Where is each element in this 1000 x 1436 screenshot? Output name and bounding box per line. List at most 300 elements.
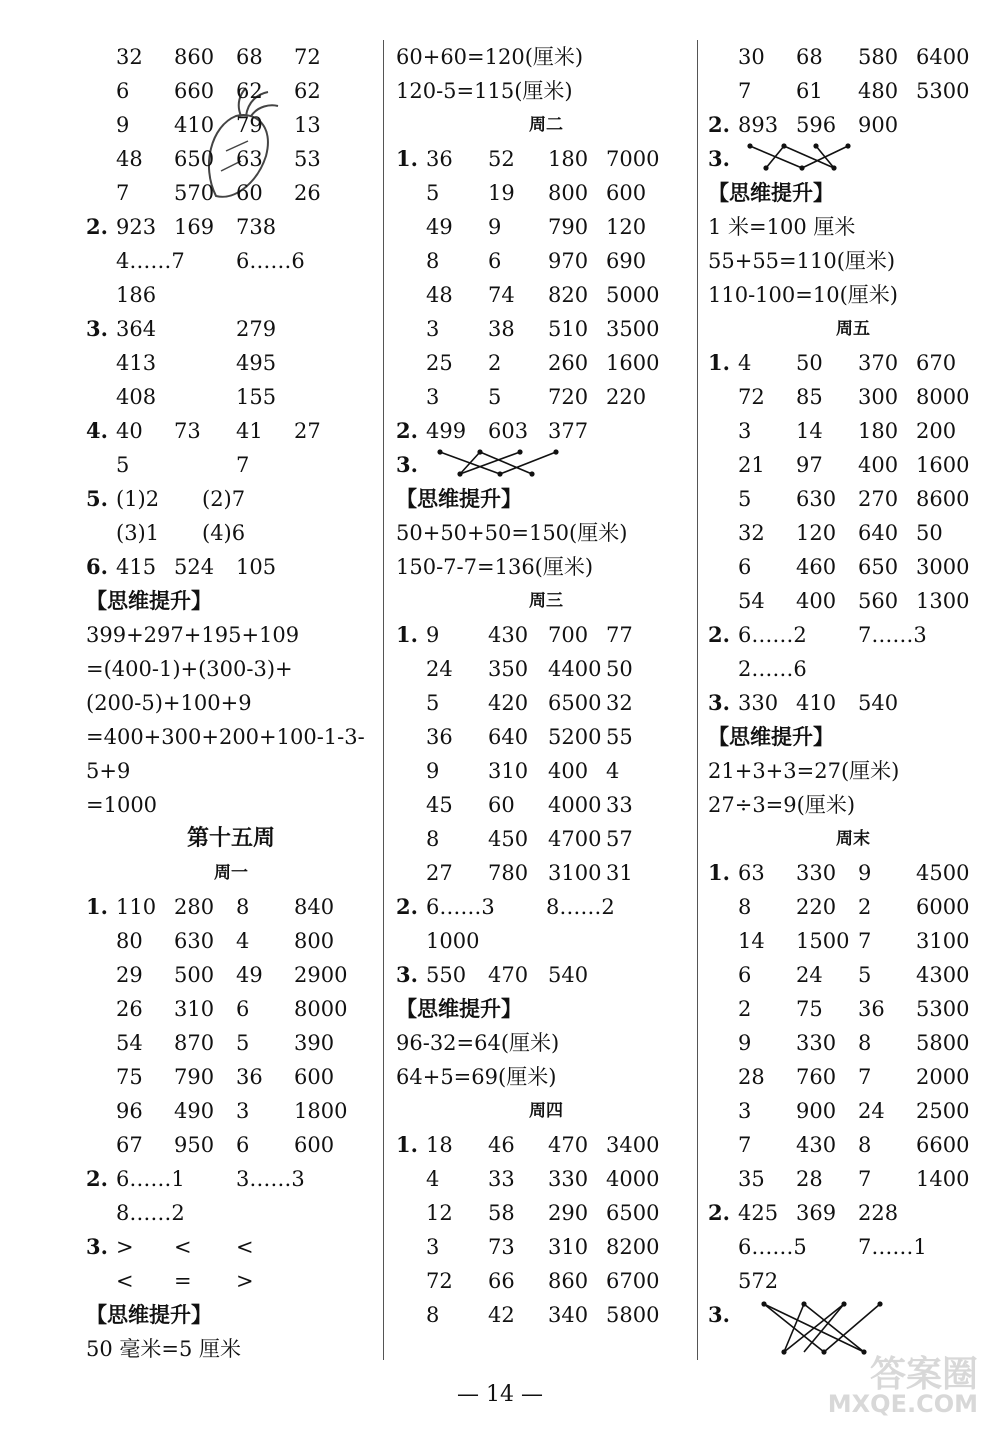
- answer-row: [708, 652, 998, 686]
- indent-spacer: [396, 822, 426, 856]
- indent-spacer: [396, 856, 426, 890]
- indent-spacer: [86, 924, 116, 958]
- thinking-section-label: 【思维提升】: [708, 181, 834, 205]
- answer-cell: 8000: [294, 997, 348, 1021]
- answer-row: [708, 482, 998, 516]
- answer-row: [86, 1230, 376, 1264]
- answer-cell: 1400: [916, 1167, 970, 1191]
- answer-cell: 6500: [606, 1201, 660, 1225]
- answer-row: [86, 550, 376, 584]
- answer-cell: 410: [174, 113, 215, 137]
- indent-spacer: [396, 380, 426, 414]
- watermark-logo: [820, 1346, 990, 1426]
- section-heading: 第十五周: [186, 826, 275, 851]
- answer-cell: 169: [174, 215, 215, 239]
- answer-cell: 9: [426, 623, 440, 647]
- question-number: 3.: [86, 316, 108, 341]
- answer-row: [86, 74, 376, 108]
- answer-column-3: [708, 40, 998, 1332]
- answer-row: [708, 108, 998, 142]
- answer-cell: 413: [116, 351, 157, 375]
- answer-cell: (1)2: [116, 487, 160, 511]
- answer-cell: 58: [488, 1201, 515, 1225]
- answer-row: [86, 1162, 376, 1196]
- section-heading: 周二: [529, 115, 563, 135]
- answer-cell: 38: [488, 317, 515, 341]
- question-number: 6.: [86, 554, 108, 579]
- answer-row: [708, 1298, 998, 1332]
- answer-cell: 50: [916, 521, 943, 545]
- answer-cell: 550: [426, 963, 467, 987]
- equation-line: 55+55=110(厘米): [708, 249, 896, 273]
- answer-cell: 73: [488, 1235, 515, 1259]
- answer-cell: 48: [426, 283, 453, 307]
- answer-cell: 19: [488, 181, 515, 205]
- indent-spacer: [708, 924, 738, 958]
- answer-cell: 41: [236, 419, 263, 443]
- answer-row: [86, 108, 376, 142]
- answer-cell: 7: [858, 929, 872, 953]
- answer-cell: 5: [426, 181, 440, 205]
- answer-cell: 48: [116, 147, 143, 171]
- answer-cell: 970: [548, 249, 589, 273]
- answer-cell: 62: [236, 79, 263, 103]
- answer-cell: 860: [548, 1269, 589, 1293]
- answer-cell: 3100: [548, 861, 602, 885]
- answer-cell: 499: [426, 419, 467, 443]
- answer-cell: 560: [858, 589, 899, 613]
- answer-cell: 8: [858, 1031, 872, 1055]
- answer-cell: 36: [426, 147, 453, 171]
- page-number: — 14 —: [457, 1382, 543, 1407]
- indent-spacer: [86, 992, 116, 1026]
- question-number: 3.: [396, 962, 418, 987]
- answer-cell: 480: [858, 79, 899, 103]
- answer-cell: 490: [174, 1099, 215, 1123]
- answer-cell: 7: [738, 1133, 752, 1157]
- answer-cell: 6700: [606, 1269, 660, 1293]
- answer-cell: 52: [488, 147, 515, 171]
- answer-cell: 340: [548, 1303, 589, 1327]
- answer-row: [86, 924, 376, 958]
- equation-line: 120-5=115(厘米): [396, 79, 573, 103]
- answer-cell: 460: [796, 555, 837, 579]
- answer-row: [396, 176, 696, 210]
- answer-cell: 32: [116, 45, 143, 69]
- answer-cell: 228: [858, 1201, 899, 1225]
- answer-cell: 4: [236, 929, 250, 953]
- equation-line: 5+9: [86, 759, 131, 783]
- answer-row: [86, 958, 376, 992]
- answer-row: [708, 414, 998, 448]
- answer-cell: 5300: [916, 997, 970, 1021]
- answer-cell: 660: [174, 79, 215, 103]
- indent-spacer: [86, 74, 116, 108]
- indent-spacer: [708, 516, 738, 550]
- equation-line: 64+5=69(厘米): [396, 1065, 557, 1089]
- answer-cell: 1000: [426, 929, 480, 953]
- answer-row: [396, 380, 696, 414]
- answer-row: [708, 958, 998, 992]
- answer-cell: 220: [606, 385, 647, 409]
- indent-spacer: [86, 516, 116, 550]
- answer-cell: 4700: [548, 827, 602, 851]
- answer-cell: 6000: [916, 895, 970, 919]
- answer-cell: 35: [738, 1167, 765, 1191]
- answer-cell: 63: [738, 861, 765, 885]
- answer-cell: 7……1: [858, 1235, 927, 1259]
- answer-cell: 640: [488, 725, 529, 749]
- indent-spacer: [708, 74, 738, 108]
- answer-cell: 600: [294, 1065, 335, 1089]
- answer-row: [708, 1196, 998, 1230]
- answer-cell: 377: [548, 419, 589, 443]
- answer-cell: 2: [738, 997, 752, 1021]
- indent-spacer: [708, 1094, 738, 1128]
- answer-cell: 603: [488, 419, 529, 443]
- indent-spacer: [86, 278, 116, 312]
- answer-cell: 7: [236, 453, 250, 477]
- answer-cell: 820: [548, 283, 589, 307]
- answer-cell: 6: [236, 1133, 250, 1157]
- answer-cell: >: [236, 1269, 254, 1293]
- answer-row: [396, 618, 696, 652]
- answer-cell: 42: [488, 1303, 515, 1327]
- answer-cell: 310: [548, 1235, 589, 1259]
- answer-cell: 25: [426, 351, 453, 375]
- answer-cell: 9: [426, 759, 440, 783]
- answer-cell: 4: [738, 351, 752, 375]
- indent-spacer: [708, 584, 738, 618]
- answer-cell: 4……7: [116, 249, 185, 273]
- indent-spacer: [396, 1162, 426, 1196]
- indent-spacer: [396, 686, 426, 720]
- question-number: 2.: [396, 418, 418, 443]
- answer-cell: (3)1: [116, 521, 160, 545]
- answer-cell: 45: [426, 793, 453, 817]
- answer-cell: 310: [488, 759, 529, 783]
- answer-column-2: [396, 40, 696, 1332]
- indent-spacer: [396, 754, 426, 788]
- answer-row: [708, 40, 998, 74]
- answer-row: [396, 720, 696, 754]
- answer-row: [86, 992, 376, 1026]
- answer-cell: 9: [116, 113, 130, 137]
- question-number: 2.: [708, 112, 730, 137]
- answer-cell: 260: [548, 351, 589, 375]
- answer-row: [396, 142, 696, 176]
- indent-spacer: [396, 176, 426, 210]
- answer-row: [86, 414, 376, 448]
- answer-row: [708, 992, 998, 1026]
- indent-spacer: [396, 210, 426, 244]
- answer-row: [86, 40, 376, 74]
- answer-cell: 8: [426, 249, 440, 273]
- answer-row: [708, 924, 998, 958]
- indent-spacer: [86, 1094, 116, 1128]
- question-number: 2.: [708, 1200, 730, 1225]
- answer-cell: 24: [796, 963, 823, 987]
- section-heading: 周末: [836, 829, 870, 849]
- answer-cell: 3400: [606, 1133, 660, 1157]
- answer-cell: 63: [236, 147, 263, 171]
- answer-row: [708, 584, 998, 618]
- indent-spacer: [708, 1162, 738, 1196]
- answer-cell: 640: [858, 521, 899, 545]
- answer-cell: 33: [488, 1167, 515, 1191]
- indent-spacer: [86, 1128, 116, 1162]
- answer-cell: 49: [236, 963, 263, 987]
- question-number: 4.: [86, 418, 108, 443]
- answer-cell: 893: [738, 113, 779, 137]
- answer-cell: 790: [548, 215, 589, 239]
- answer-cell: 60: [236, 181, 263, 205]
- answer-row: [396, 448, 696, 482]
- answer-cell: 3……3: [236, 1167, 305, 1191]
- answer-cell: 800: [294, 929, 335, 953]
- answer-cell: 510: [548, 317, 589, 341]
- answer-cell: 4400: [548, 657, 602, 681]
- answer-cell: 6: [738, 555, 752, 579]
- answer-row: [86, 1094, 376, 1128]
- answer-cell: 330: [548, 1167, 589, 1191]
- answer-cell: 3: [426, 385, 440, 409]
- indent-spacer: [708, 448, 738, 482]
- answer-cell: 24: [426, 657, 453, 681]
- question-number: 1.: [708, 350, 730, 375]
- equation-line: 50 毫米=5 厘米: [86, 1337, 242, 1361]
- answer-cell: 55: [606, 725, 633, 749]
- matching-lines-diagram: [744, 142, 854, 172]
- answer-row: [396, 924, 696, 958]
- answer-cell: 4500: [916, 861, 970, 885]
- answer-cell: 105: [236, 555, 277, 579]
- answer-cell: 425: [738, 1201, 779, 1225]
- answer-cell: 7: [116, 181, 130, 205]
- answer-cell: 6……1: [116, 1167, 185, 1191]
- answer-cell: 410: [796, 691, 837, 715]
- answer-cell: 2……6: [738, 657, 807, 681]
- answer-cell: 500: [174, 963, 215, 987]
- answer-cell: 7: [858, 1167, 872, 1191]
- answer-cell: 3: [738, 419, 752, 443]
- answer-row: [396, 210, 696, 244]
- indent-spacer: [396, 1196, 426, 1230]
- answer-cell: 290: [548, 1201, 589, 1225]
- answer-cell: 72: [426, 1269, 453, 1293]
- section-heading: 周四: [529, 1101, 563, 1121]
- answer-cell: 430: [796, 1133, 837, 1157]
- answer-cell: 40: [116, 419, 143, 443]
- answer-cell: 7000: [606, 147, 660, 171]
- indent-spacer: [396, 244, 426, 278]
- indent-spacer: [86, 142, 116, 176]
- answer-cell: 495: [236, 351, 277, 375]
- answer-row: [396, 856, 696, 890]
- answer-cell: 630: [796, 487, 837, 511]
- answer-cell: 760: [796, 1065, 837, 1089]
- answer-cell: 630: [174, 929, 215, 953]
- answer-cell: 54: [116, 1031, 143, 1055]
- answer-row: [86, 1196, 376, 1230]
- indent-spacer: [86, 448, 116, 482]
- answer-cell: 6……5: [738, 1235, 807, 1259]
- thinking-section-label: 【思维提升】: [396, 997, 522, 1021]
- answer-cell: 8: [426, 1303, 440, 1327]
- question-number: 1.: [396, 146, 418, 171]
- answer-cell: 9: [858, 861, 872, 885]
- equation-line: =400+300+200+100-1-3-: [86, 725, 365, 749]
- answer-cell: 4300: [916, 963, 970, 987]
- indent-spacer: [86, 1196, 116, 1230]
- section-heading: 周三: [529, 591, 563, 611]
- indent-spacer: [396, 788, 426, 822]
- answer-cell: 408: [116, 385, 157, 409]
- answer-cell: 97: [796, 453, 823, 477]
- answer-cell: 1300: [916, 589, 970, 613]
- equation-line: 21+3+3=27(厘米): [708, 759, 900, 783]
- answer-row: [708, 448, 998, 482]
- question-number: 3.: [86, 1234, 108, 1259]
- answer-row: [708, 1230, 998, 1264]
- answer-row: [86, 142, 376, 176]
- answer-cell: 8600: [916, 487, 970, 511]
- answer-row: [396, 414, 696, 448]
- answer-cell: 330: [796, 1031, 837, 1055]
- indent-spacer: [396, 312, 426, 346]
- answer-cell: 21: [738, 453, 765, 477]
- indent-spacer: [86, 1060, 116, 1094]
- answer-row: [396, 890, 696, 924]
- indent-spacer: [708, 550, 738, 584]
- matching-lines-diagram: [432, 448, 562, 478]
- answer-cell: 80: [116, 929, 143, 953]
- answer-row: [396, 346, 696, 380]
- answer-cell: 46: [488, 1133, 515, 1157]
- answer-row: [86, 312, 376, 346]
- answer-cell: 540: [858, 691, 899, 715]
- answer-row: [86, 890, 376, 924]
- answer-cell: 350: [488, 657, 529, 681]
- answer-cell: 8: [858, 1133, 872, 1157]
- answer-row: [396, 958, 696, 992]
- answer-cell: 650: [174, 147, 215, 171]
- indent-spacer: [396, 1298, 426, 1332]
- answer-cell: 3: [236, 1099, 250, 1123]
- answer-cell: 180: [548, 147, 589, 171]
- indent-spacer: [708, 1060, 738, 1094]
- watermark-url: MXQE.COM: [827, 1390, 978, 1418]
- answer-cell: 186: [116, 283, 157, 307]
- answer-cell: 1800: [294, 1099, 348, 1123]
- watermark-text: 答案圈: [869, 1354, 978, 1395]
- section-heading: 周一: [214, 863, 248, 883]
- answer-cell: >: [116, 1235, 134, 1259]
- answer-cell: 6: [488, 249, 502, 273]
- answer-cell: 60: [488, 793, 515, 817]
- answer-cell: 370: [858, 351, 899, 375]
- answer-cell: 62: [294, 79, 321, 103]
- answer-cell: 5: [236, 1031, 250, 1055]
- answer-cell: 270: [858, 487, 899, 511]
- answer-cell: 5: [858, 963, 872, 987]
- answer-cell: 279: [236, 317, 277, 341]
- answer-cell: 8000: [916, 385, 970, 409]
- answer-cell: 24: [858, 1099, 885, 1123]
- answer-cell: 400: [858, 453, 899, 477]
- indent-spacer: [396, 720, 426, 754]
- answer-cell: 8: [236, 895, 250, 919]
- answer-cell: 68: [796, 45, 823, 69]
- answer-cell: <: [174, 1235, 192, 1259]
- answer-row: [396, 1230, 696, 1264]
- answer-row: [708, 346, 998, 380]
- answer-row: [86, 448, 376, 482]
- answer-row: [708, 1026, 998, 1060]
- answer-cell: 2: [488, 351, 502, 375]
- indent-spacer: [86, 1026, 116, 1060]
- answer-cell: 6600: [916, 1133, 970, 1157]
- equation-line: 60+60=120(厘米): [396, 45, 584, 69]
- question-number: 2.: [86, 1166, 108, 1191]
- answer-cell: 1600: [916, 453, 970, 477]
- answer-cell: 6500: [548, 691, 602, 715]
- answer-cell: 3000: [916, 555, 970, 579]
- answer-cell: 840: [294, 895, 335, 919]
- answer-cell: 120: [606, 215, 647, 239]
- answer-cell: 8: [738, 895, 752, 919]
- equation-line: =(400-1)+(300-3)+: [86, 657, 293, 681]
- answer-cell: 5: [738, 487, 752, 511]
- answer-cell: 2500: [916, 1099, 970, 1123]
- question-number: 2.: [86, 214, 108, 239]
- answer-cell: 572: [738, 1269, 779, 1293]
- answer-cell: 6……2: [738, 623, 807, 647]
- thinking-section-label: 【思维提升】: [86, 589, 212, 613]
- answer-row: [708, 890, 998, 924]
- answer-row: [86, 1128, 376, 1162]
- question-number: 5.: [86, 486, 108, 511]
- answer-row: [396, 788, 696, 822]
- answer-cell: 800: [548, 181, 589, 205]
- question-number: 1.: [396, 622, 418, 647]
- answer-row: [708, 856, 998, 890]
- answer-row: [708, 1128, 998, 1162]
- answer-cell: 5: [426, 691, 440, 715]
- indent-spacer: [86, 958, 116, 992]
- answer-cell: 120: [796, 521, 837, 545]
- answer-cell: 33: [606, 793, 633, 817]
- answer-cell: 3100: [916, 929, 970, 953]
- equation-line: 150-7-7=136(厘米): [396, 555, 594, 579]
- indent-spacer: [708, 1230, 738, 1264]
- answer-row: [708, 380, 998, 414]
- answer-cell: 3: [426, 1235, 440, 1259]
- answer-cell: 50: [606, 657, 633, 681]
- answer-row: [86, 380, 376, 414]
- indent-spacer: [396, 346, 426, 380]
- column-divider-2: [697, 40, 698, 1360]
- answer-cell: 8……2: [116, 1201, 185, 1225]
- answer-cell: 400: [796, 589, 837, 613]
- answer-cell: 5800: [916, 1031, 970, 1055]
- answer-cell: 5: [488, 385, 502, 409]
- answer-cell: 9: [488, 215, 502, 239]
- equation-line: (200-5)+100+9: [86, 691, 252, 715]
- answer-cell: 650: [858, 555, 899, 579]
- equation-line: 27÷3=9(厘米): [708, 793, 856, 817]
- answer-cell: 31: [606, 861, 633, 885]
